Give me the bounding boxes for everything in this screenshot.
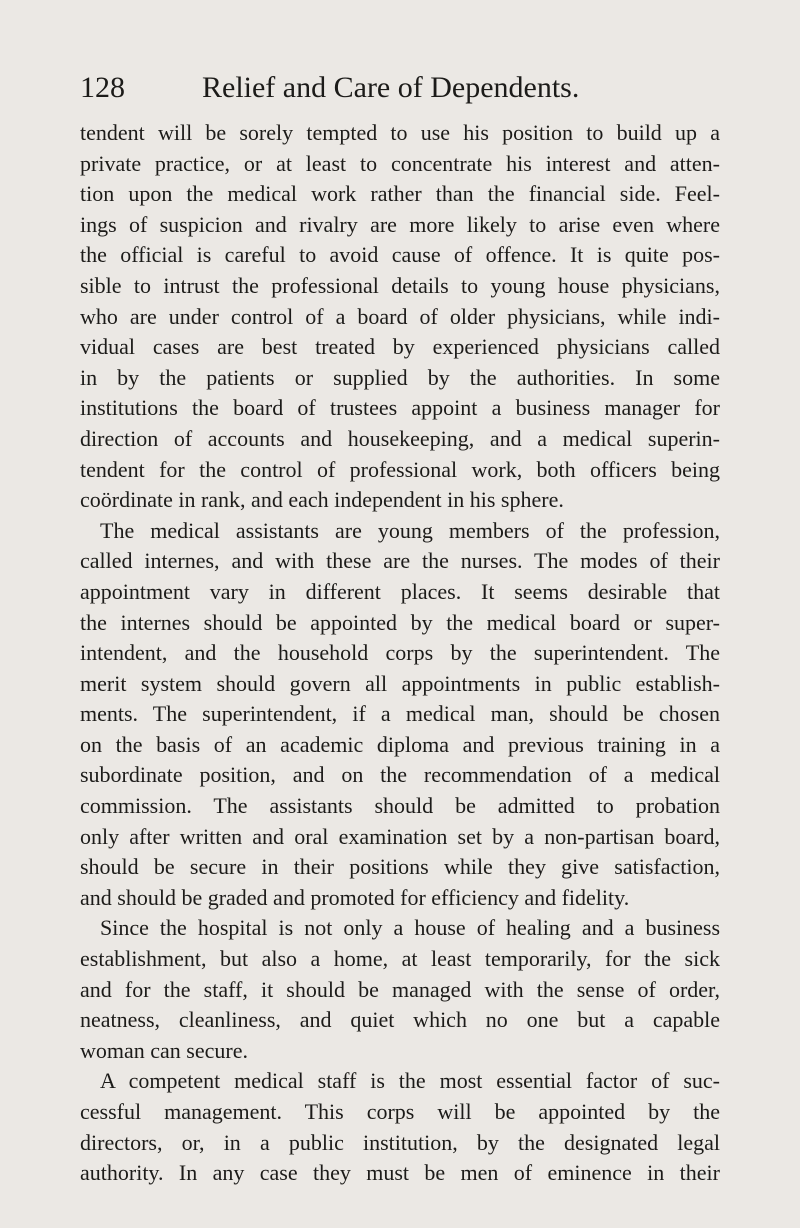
text-line: sible to intrust the professional details to young house physicians, — [80, 272, 720, 298]
text-line: tendent will be sorely tempted to use his position to build up a — [80, 120, 720, 145]
text-line: cessful management. This corps will be appointed by the — [80, 1099, 720, 1124]
text-line: and for the staff, it should be managed with the sense of order, — [80, 976, 720, 1002]
text-line: merit system should govern all appointments in public establish- — [80, 670, 720, 696]
text-line: A competent medical staff is the most essential factor of suc- — [100, 1068, 720, 1094]
body-text — [80, 118, 720, 1189]
text-line: woman can secure. — [80, 1037, 248, 1063]
text-line: vidual cases are best treated by experienced physicians called — [80, 334, 720, 360]
text-line: direction of accounts and housekeeping, and a medical superin- — [80, 425, 720, 451]
page-number: 128 — [80, 71, 125, 104]
text-line: in by the patients or supplied by the authorities. In some — [80, 364, 720, 390]
text-line: on the basis of an academic diploma and previous training in a — [80, 731, 720, 757]
text-line: called internes, and with these are the nurses. The modes of their — [80, 548, 720, 574]
text-line: appointment vary in different places. It seems desirable that — [80, 578, 720, 604]
text-line: ings of suspicion and rivalry are more likely to arise even where — [80, 211, 720, 237]
text-line: institutions the board of trustees appoint a business manager for — [80, 395, 720, 421]
text-line: the official is careful to avoid cause of offence. It is quite pos- — [80, 242, 720, 268]
text-line: tendent for the control of professional work, both officers being — [80, 456, 720, 482]
text-line: Since the hospital is not only a house of healing and a business — [100, 915, 720, 941]
running-title: Relief and Care of Dependents. — [202, 71, 580, 104]
text-line: ments. The superintendent, if a medical man, should be chosen — [80, 701, 720, 727]
text-line: and should be graded and promoted for efficiency and fidelity. — [80, 884, 630, 910]
text-line: The medical assistants are young members of the profession, — [100, 517, 720, 543]
text-line: who are under control of a board of older physicians, while indi- — [80, 303, 720, 329]
text-line: directors, or, in a public institution, by the designated legal — [80, 1129, 720, 1155]
running-head — [80, 68, 720, 108]
text-line: establishment, but also a home, at least temporarily, for the sick — [80, 946, 720, 972]
text-line: neatness, cleanliness, and quiet which no one but a capable — [80, 1007, 720, 1033]
text-line: commission. The assistants should be admitted to probation — [80, 793, 720, 819]
text-line: tion upon the medical work rather than the financial side. Feel- — [80, 181, 720, 207]
text-line: coördinate in rank, and each independent in his sphere. — [80, 487, 564, 513]
text-line: only after written and oral examination set by a non-partisan board, — [80, 823, 720, 849]
text-line: the internes should be appointed by the medical board or super- — [80, 609, 720, 635]
text-line: subordinate position, and on the recommendation of a medical — [80, 762, 720, 788]
text-line: authority. In any case they must be men of eminence in their — [80, 1160, 720, 1186]
text-line: should be secure in their positions while they give satisfaction, — [80, 854, 720, 880]
text-line: intendent, and the household corps by the superintendent. The — [80, 640, 720, 666]
text-line: private practice, or at least to concentrate his interest and atten- — [80, 150, 720, 176]
